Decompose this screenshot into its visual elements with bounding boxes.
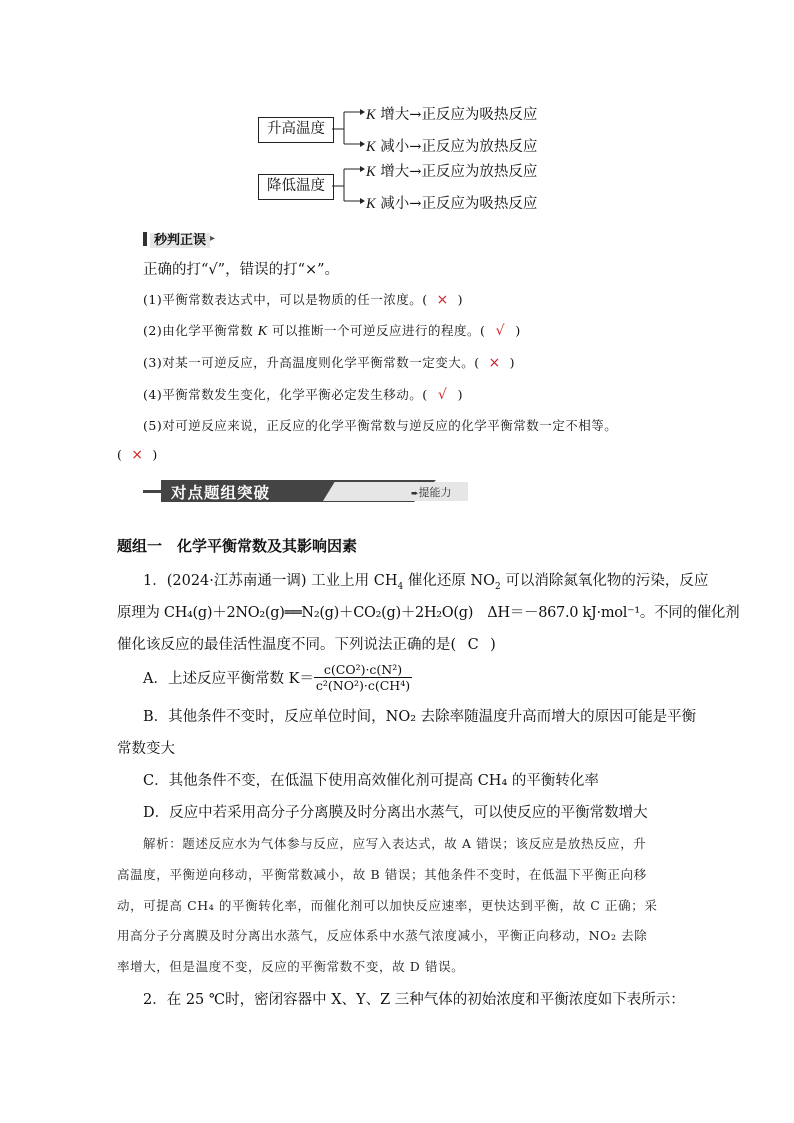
q1-line-1: 1．(2024·江苏南通一调) 工业上用 $CH_4$ 催化还原 $NO_2$ 可以消除氮氧化物的污染，反应 [143, 573, 709, 592]
arrow-icon: → [409, 139, 422, 155]
mark-cross-icon: × [488, 355, 501, 371]
raise-temp-label: 升高温度 [267, 121, 325, 137]
judge-header-label: 秒判正误 [150, 233, 210, 248]
mark-cross-icon: × [131, 447, 144, 463]
fraction-numerator: c(CO²)·c(N²) [314, 662, 412, 678]
judge-item-5: (5)对可逆反应来说，正反应的化学平衡常数与逆反应的化学平衡常数一定不相等。 [143, 418, 618, 433]
diagram-branch-4: K 减小→正反应为吸热反应 [366, 196, 538, 212]
judge-item-1: (1)平衡常数表达式中，可以是物质的任一浓度。( × ) [143, 292, 463, 308]
lower-temp-box [258, 174, 334, 200]
fraction-denominator: c²(NO²)·c(CH⁴) [315, 678, 411, 693]
judge-item-4: (4)平衡常数发生变化，化学平衡必定发生移动。( √ ) [143, 387, 463, 403]
judge-instruction: 正确的打“√”，错误的打“×”。 [143, 262, 340, 278]
q1-line-3: 催化该反应的最佳活性温度不同。下列说法正确的是( C ) [117, 637, 496, 653]
raise-temp-box [258, 117, 334, 143]
mark-check-icon: √ [495, 323, 506, 339]
q1-answer: C [467, 637, 479, 653]
q1-analysis-line-3: 动，可提高 CH₄ 的平衡转化率，而催化剂可以加快反应速率，更快达到平衡，故 C 正确；采 [117, 898, 658, 913]
judge-header-flag-icon: ▸ [210, 233, 216, 244]
diagram-connectors [330, 100, 370, 210]
q1-line-2: 原理为 CH₄(g)＋2NO₂(g)══N₂(g)＋CO₂(g)＋2H₂O(g) ΔH＝－867.0 kJ·mol⁻¹。不同的催化剂 [117, 605, 740, 621]
arrow-icon: → [409, 196, 422, 212]
q1-option-c: C．其他条件不变，在低温下使用高效催化剂可提高 CH₄ 的平衡转化率 [143, 773, 599, 789]
q1-option-b-line-1: B．其他条件不变时，反应单位时间，NO₂ 去除率随温度升高而增大的原因可能是平衡 [143, 709, 697, 725]
q1-option-b-line-2: 常数变大 [117, 741, 175, 757]
judge-item-2: (2)由化学平衡常数 K 可以推断一个可逆反应进行的程度。( √ ) [143, 323, 521, 339]
section-title: 题组一 化学平衡常数及其影响因素 [117, 537, 358, 555]
mark-check-icon: √ [437, 387, 448, 403]
banner-tag: ➨提能力 [411, 486, 452, 499]
q1-analysis-line-1: 解析：题述反应水为气体参与反应，应写入表达式，故 A 错误；该反应是放热反应，升 [143, 836, 647, 851]
diagram-branch-2: K 减小→正反应为放热反应 [366, 139, 538, 155]
q1-analysis-line-4: 用高分子分离膜及时分离出水蒸气，反应体系中水蒸气浓度减小，平衡正向移动，NO₂ 去除 [117, 928, 648, 943]
mark-cross-icon: × [436, 292, 449, 308]
q1-analysis-line-5: 率增大，但是温度不变，反应的平衡常数不变，故 D 错误。 [117, 959, 465, 974]
lower-temp-label: 降低温度 [267, 178, 325, 194]
judge-item-3: (3)对某一可逆反应，升高温度则化学平衡常数一定变大。( × ) [143, 355, 515, 371]
judge-item-5-answer: ( × ) [117, 447, 158, 463]
fraction [314, 662, 412, 693]
q1-analysis-line-2: 高温度，平衡逆向移动，平衡常数减小，故 B 错误；其他条件不变时，在低温下平衡正向移 [117, 867, 647, 882]
diagram-branch-1: K 增大→正反应为吸热反应 [366, 107, 538, 123]
judge-header [143, 228, 215, 248]
arrow-right-icon: ➨ [411, 489, 419, 499]
section-banner [143, 480, 468, 504]
diagram-branch-3: K 增大→正反应为放热反应 [366, 164, 538, 180]
q1-option-a: A．上述反应平衡常数 K＝ $\frac{\text{c(CO²)·c(N²)}}{\text{c²(NO²)·c(CH⁴)}}$ [143, 662, 411, 693]
banner-title: 对点题组突破 [171, 484, 271, 502]
arrow-icon: → [409, 164, 422, 180]
arrow-icon: → [409, 107, 422, 123]
q1-option-d: D．反应中若采用高分子分离膜及时分离出水蒸气，可以使反应的平衡常数增大 [143, 805, 648, 821]
q2-text: 2．在 25 ℃时，密闭容器中 X、Y、Z 三种气体的初始浓度和平衡浓度如下表所示： [143, 992, 685, 1008]
